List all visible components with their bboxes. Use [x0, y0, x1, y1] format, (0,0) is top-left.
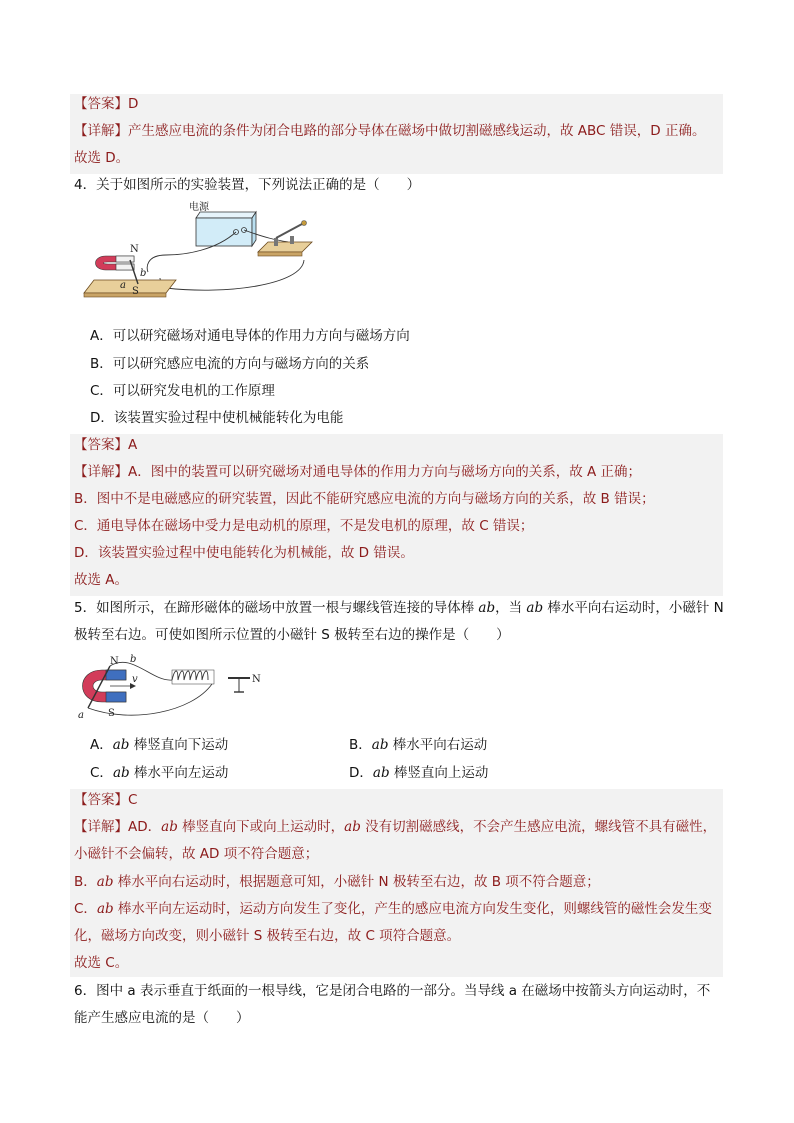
- answer-value: D: [128, 96, 139, 112]
- detail-label: 【详解】: [74, 819, 128, 835]
- q4-detail-line5: 故选 A。: [74, 572, 129, 588]
- q4-figure: [76, 200, 316, 305]
- q5-detail-line6: 故选 C。: [74, 955, 129, 971]
- q4-answer-line: [74, 435, 137, 455]
- q5-answer-line: [74, 790, 137, 810]
- q3-detail-line1: 【详解】产生感应电流的条件为闭合电路的部分导体在磁场中做切割磁感线运动，故 ABC 错误，D 正确。: [74, 123, 706, 139]
- q5-figure: [72, 652, 272, 724]
- q5-detail-line3: B．ab 棒水平向右运动时，根据题意可知，小磁针 N 极转至右边，故 B 项不符合题意；: [74, 874, 600, 890]
- q5-stem-line2: 极转至右边。可使如图所示位置的小磁针 S 极转至右边的操作是（ ）: [74, 627, 510, 643]
- power-label: 电源: [189, 202, 209, 213]
- answer-label: 【答案】: [74, 792, 128, 808]
- q5-b-label: b: [130, 654, 137, 665]
- q5-option-d: D．ab 棒竖直向上运动: [349, 765, 489, 781]
- horseshoe-magnet-icon: [96, 256, 135, 270]
- detail-label: 【详解】: [74, 464, 128, 480]
- power-supply-icon: [196, 212, 256, 246]
- switch-icon: [258, 221, 312, 257]
- q5-detail-line2: 小磁针不会偏转，故 AD 项不符合题意；: [74, 846, 319, 862]
- q4-n-label: N: [130, 244, 139, 255]
- detail-label: 【详解】: [74, 123, 128, 139]
- answer-value: A: [128, 437, 138, 453]
- compass-needle-icon: [228, 678, 250, 692]
- q4-detail-line4: D．该装置实验过程中使电能转化为机械能，故 D 错误。: [74, 545, 414, 561]
- q4-option-c: C．可以研究发电机的工作原理: [90, 383, 275, 399]
- q3-detail-line2: 故选 D。: [74, 150, 130, 166]
- q5-a-label: a: [78, 710, 84, 721]
- q4-option-a: A．可以研究磁场对通电导体的作用力方向与磁场方向: [90, 328, 410, 344]
- answer-label: 【答案】: [74, 96, 128, 112]
- q5-stem-line1: 5．如图所示，在蹄形磁体的磁场中放置一根与螺线管连接的导体棒 ab，当 ab 棒水平向右运动时，小磁针 N: [74, 600, 724, 616]
- q4-answer-band: [70, 434, 723, 596]
- q4-option-d: D．该装置实验过程中使机械能转化为电能: [90, 410, 344, 426]
- solenoid-icon: [172, 670, 214, 684]
- q6-stem-line1: 6．图中 a 表示垂直于纸面的一根导线，它是闭合电路的一部分。当导线 a 在磁场中按箭头方向运动时，不: [74, 983, 711, 999]
- q4-option-b: B．可以研究感应电流的方向与磁场方向的关系: [90, 356, 370, 372]
- q5-option-c: C．ab 棒水平向左运动: [90, 765, 229, 781]
- q3-answer-line: [74, 94, 138, 114]
- q5-option-b: B．ab 棒水平向右运动: [349, 737, 488, 753]
- q5-detail-line4: C．ab 棒水平向左运动时，运动方向发生了变化，产生的感应电流方向发生变化，则螺线管的磁性会发生变: [74, 901, 712, 917]
- q5-detail-line1: 【详解】AD．ab 棒竖直向下或向上运动时，ab 没有切割磁感线，不会产生感应电流，螺线管不具有磁性，: [74, 819, 717, 835]
- q6-stem-line2: 能产生感应电流的是（ ）: [74, 1010, 250, 1026]
- q4-detail-line2: B．图中不是电磁感应的研究装置，因此不能研究感应电流的方向与磁场方向的关系，故 B 错误；: [74, 491, 655, 507]
- q5-option-a: A．ab 棒竖直向下运动: [90, 737, 229, 753]
- q4-b-label: b: [140, 268, 147, 279]
- q4-detail-line3: C．通电导体在磁场中受力是电动机的原理，不是发电机的原理，故 C 错误；: [74, 518, 534, 534]
- answer-value: C: [128, 792, 138, 808]
- q4-a-label: a: [120, 280, 126, 291]
- q4-detail-line1: 【详解】A．图中的装置可以研究磁场对通电导体的作用力方向与磁场方向的关系，故 A 正确；: [74, 464, 642, 480]
- q5-v-label: v: [132, 674, 138, 685]
- q5-detail-line5: 化，磁场方向改变，则小磁针 S 极转至右边，故 C 项符合题意。: [74, 928, 461, 944]
- q4-s-label: S: [132, 286, 139, 297]
- answer-label: 【答案】: [74, 437, 128, 453]
- q5-needle-n-label: N: [252, 674, 261, 685]
- q5-s-label: S: [108, 708, 115, 719]
- q4-stem: 4．关于如图所示的实验装置，下列说法正确的是（ ）: [74, 177, 421, 193]
- q5-n-label: N: [110, 656, 119, 667]
